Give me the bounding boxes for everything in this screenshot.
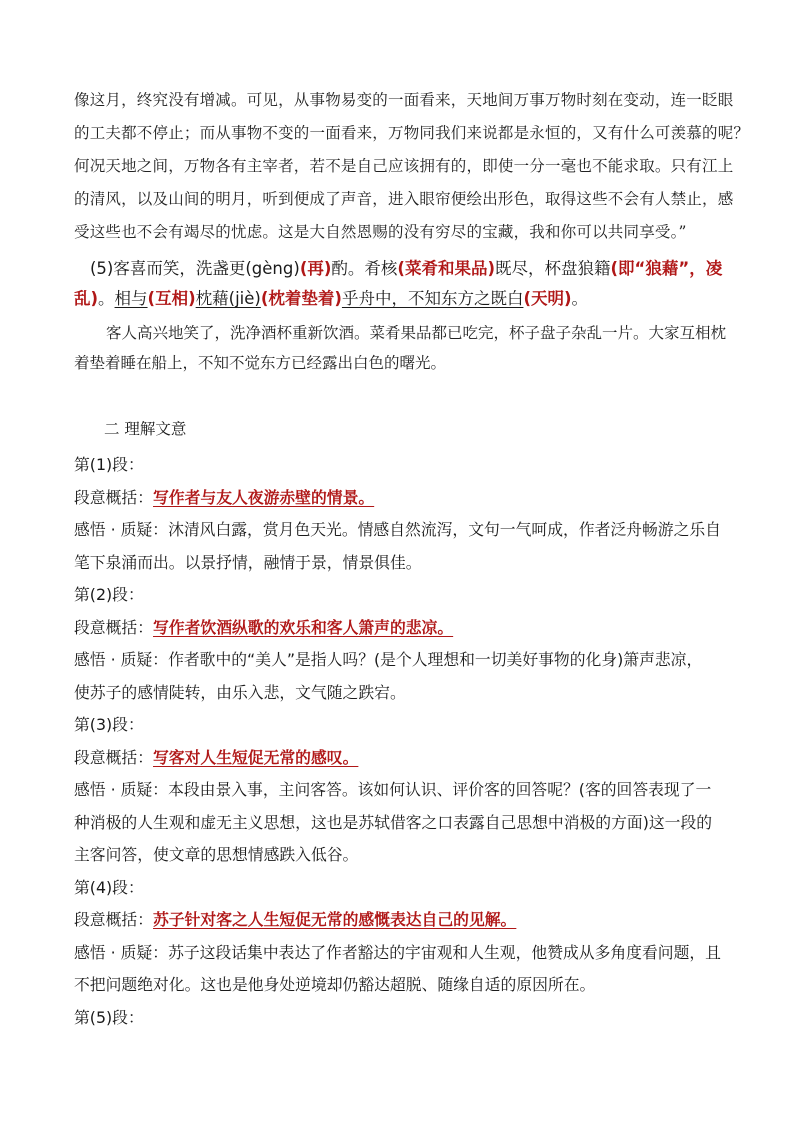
original-text: 酌。肴核 — [331, 259, 398, 278]
insight-text: 作者歌中的“美人”是指人吗？(是个人理想和一切美好事物的化身)箫声悲凉， — [168, 650, 703, 669]
paragraph-title: 第(5)段： — [74, 1007, 144, 1027]
summary-text: 写作者与友人夜游赤壁的情景。 — [153, 487, 375, 507]
summary-label: 段意概括： — [74, 617, 153, 637]
translation-line: 何况天地之间，万物各有主宰者，若不是自己应该拥有的，即使一分一毫也不能求取。只有江上 — [74, 157, 734, 175]
paragraph-5-line-2 — [74, 284, 750, 314]
section-heading: 二 理解文意 — [104, 420, 187, 438]
summary-label: 段意概括： — [74, 487, 153, 507]
summary-label: 段意概括： — [74, 747, 153, 767]
insight-label: 感悟 · 质疑： — [74, 942, 169, 962]
paragraph-title: 第(4)段： — [74, 877, 144, 897]
original-text: 。 — [98, 289, 115, 308]
analysis-body — [74, 449, 746, 1034]
insight-line — [74, 774, 746, 807]
translation-line: 受这些也不会有竭尽的忧虑。这是大自然恩赐的没有穷尽的宝藏，我和你可以共同享受。” — [74, 223, 687, 241]
insight-line: 使苏子的感情陡转，由乐入悲，文气随之跌宕。 — [74, 682, 406, 702]
summary-line — [74, 742, 746, 775]
translation-line: 像这月，终究没有增减。可见，从事物易变的一面看来，天地间万事万物时刻在变动，连一眨眼 — [74, 91, 734, 109]
underlined-text: 枕藉(jiè) — [195, 289, 261, 308]
annotation: 乱) — [74, 289, 99, 308]
insight-label: 感悟 · 质疑： — [74, 520, 169, 539]
insight-text: 沐清风白露，赏月色天光。情感自然流泻，文句一气呵成，作者泛舟畅游之乐自 — [168, 520, 721, 539]
paragraph-5-translation — [74, 318, 746, 378]
summary-line — [74, 482, 746, 515]
insight-line: 不把问题绝对化。这也是他身处逆境却仍豁达超脱、随缘自适的原因所在。 — [74, 975, 596, 994]
summary-line — [74, 904, 746, 937]
annotation: (即“狼藉”，凌 — [610, 259, 723, 278]
insight-line: 笔下泉涌而出。以景抒情，融情于景，情景俱佳。 — [74, 552, 422, 572]
summary-text: 苏子针对客之人生短促无常的感慨表达自己的见解。 — [153, 910, 517, 929]
original-text: (5)客喜而笑，洗盏更(gèng) — [90, 259, 300, 278]
underlined-text: 相与 — [114, 289, 148, 308]
annotation: (再) — [299, 259, 332, 278]
translation-line: 着垫着睡在船上，不知不觉东方已经露出白色的曙光。 — [74, 354, 447, 372]
translation-line: 客人高兴地笑了，洗净酒杯重新饮酒。菜肴果品都已吃完，杯子盘子杂乱一片。大家互相枕 — [106, 324, 727, 342]
summary-text: 写作者饮酒纵歌的欢乐和客人箫声的悲凉。 — [153, 617, 454, 637]
original-text: 。 — [571, 289, 589, 308]
paragraph-5-original — [74, 254, 750, 314]
translation-block — [74, 84, 750, 249]
insight-label: 感悟 · 质疑： — [74, 780, 169, 799]
paragraph-title: 第(1)段： — [74, 455, 144, 474]
paragraph-title: 第(3)段： — [74, 715, 144, 734]
summary-line — [74, 612, 746, 645]
translation-line: 的清风，以及山间的明月，听到便成了声音，进入眼帘便绘出形色，取得这些不会有人禁止，感 — [74, 190, 734, 208]
paragraph-title: 第(2)段： — [74, 585, 144, 604]
translation-line: 的工夫都不停止；而从事物不变的一面看来，万物同我们来说都是永恒的，又有什么可羡慕的呢？ — [74, 124, 750, 142]
paragraph-5-line-1 — [90, 254, 750, 284]
insight-line: 种消极的人生观和虚无主义思想，这也是苏轼借客之口表露自己思想中消极的方面)这一段的 — [74, 812, 713, 832]
annotation: (菜肴和果品) — [397, 259, 495, 278]
original-text: 既尽，杯盘狼籍 — [495, 259, 611, 278]
annotation: (互相) — [147, 289, 196, 308]
insight-text: 苏子这段话集中表达了作者豁达的宇宙观和人生观，他赞成从多角度看问题，且 — [168, 942, 721, 962]
insight-line — [74, 644, 746, 677]
insight-line: 主客问答，使文章的思想情感跌入低谷。 — [74, 845, 359, 864]
annotation: (天明) — [523, 289, 572, 308]
underlined-text: 乎舟中，不知东方之既白 — [341, 289, 524, 308]
insight-line — [74, 514, 746, 547]
insight-line — [74, 937, 746, 970]
summary-label: 段意概括： — [74, 910, 153, 929]
annotation: (枕着垫着) — [260, 289, 342, 308]
insight-text: 本段由景入事，主问客答。该如何认识、评价客的回答呢？(客的回答表现了一 — [168, 780, 712, 799]
insight-label: 感悟 · 质疑： — [74, 650, 169, 669]
summary-text: 写客对人生短促无常的感叹。 — [153, 747, 359, 767]
